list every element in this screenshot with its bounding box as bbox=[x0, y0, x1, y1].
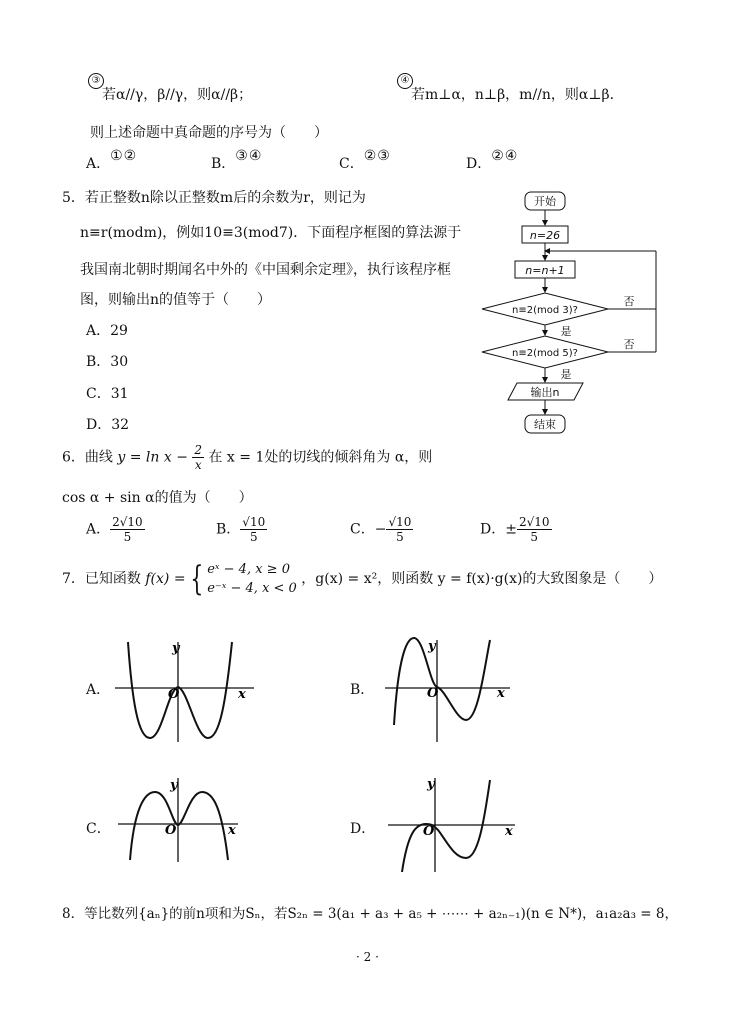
graph-b-y-label: y bbox=[428, 639, 436, 654]
q4-option-d[interactable]: D．②④ bbox=[466, 148, 519, 172]
graph-a-origin: O bbox=[168, 687, 180, 702]
graph-d-x-label: x bbox=[505, 824, 513, 839]
q5-option-b[interactable]: B．30 bbox=[86, 354, 129, 370]
q4-option-a[interactable]: A．①② bbox=[86, 148, 138, 172]
q4-item4-number: ④ bbox=[397, 71, 413, 89]
q7-graph-b[interactable] bbox=[380, 630, 520, 745]
flow-yes-label-1: 是 bbox=[560, 325, 572, 338]
q4-item3-text: 若α//γ，β//γ，则α//β； bbox=[102, 87, 253, 103]
q4-item3-number: ③ bbox=[88, 71, 104, 89]
flow-step-text: n=n+1 bbox=[525, 264, 565, 277]
flow-init-text: n=26 bbox=[529, 229, 561, 242]
graph-d-origin: O bbox=[423, 824, 435, 839]
flow-no-label-2: 否 bbox=[623, 338, 635, 351]
graph-d-y-label: y bbox=[427, 777, 435, 792]
q6-option-c[interactable]: C．− $\frac{√10}{5}$ bbox=[350, 515, 412, 544]
q4-option-c[interactable]: C．②③ bbox=[339, 148, 391, 172]
graph-c-x-label: x bbox=[228, 823, 236, 838]
graph-b-x-label: x bbox=[497, 686, 505, 701]
graph-c-y-label: y bbox=[170, 778, 178, 793]
flow-output-text: 输出n bbox=[530, 386, 560, 399]
q7-option-c-label[interactable]: C． bbox=[86, 821, 111, 837]
q5-option-a[interactable]: A．29 bbox=[86, 323, 128, 339]
q4-item4-text: 若m⊥α，n⊥β，m//n，则α⊥β． bbox=[411, 87, 624, 103]
q7-statement: 7．已知函数 f(x) = { eˣ − 4, x ≥ 0 e⁻ˣ − 4, x < 0 ，g(x) = x²，则函数 y = f(x)·g(x)的大致图象是（ ） bbox=[62, 559, 663, 599]
flow-cond2-text: n≡2(mod 5)? bbox=[512, 348, 578, 359]
graph-d-curve bbox=[402, 780, 490, 872]
q5-option-c[interactable]: C．31 bbox=[86, 386, 129, 402]
flow-cond1-text: n≡2(mod 3)? bbox=[512, 305, 578, 316]
page-number: · 2 · bbox=[356, 950, 379, 964]
q7-option-d-label[interactable]: D． bbox=[350, 821, 376, 837]
q6-option-b[interactable]: B． $\frac{√10}{5}$ bbox=[216, 515, 266, 544]
q5-option-d[interactable]: D．32 bbox=[86, 417, 130, 433]
q8-statement: 8．等比数列{aₙ}的前n项和为Sₙ，若S₂ₙ = 3(a₁ + a₃ + a₅ + ⋯⋯ + a₂ₙ₋₁)(n ∈ N*)，a₁a₂a₃ = 8， bbox=[62, 906, 678, 922]
q7-option-a-label[interactable]: A． bbox=[86, 682, 111, 698]
q5-flowchart bbox=[470, 185, 670, 445]
q6-line-1: 6．曲线 y = ln x − $\frac{2}{x}$ 在 x = 1处的切线的倾斜角为 α，则 bbox=[62, 443, 433, 472]
graph-a-curve bbox=[128, 642, 232, 738]
q5-line-3: 我国南北朝时期闻名中外的《中国剩余定理》，执行该程序框 bbox=[80, 262, 451, 278]
q4-option-b[interactable]: B．③④ bbox=[211, 148, 263, 172]
q5-line-1: 5．若正整数n除以正整数m后的余数为r，则记为 bbox=[62, 190, 366, 206]
flow-yes-label-2: 是 bbox=[560, 368, 572, 381]
flow-no-label-1: 否 bbox=[623, 295, 635, 308]
graph-c-origin: O bbox=[165, 823, 177, 838]
flow-end-text: 结束 bbox=[534, 418, 556, 431]
q7-graph-d[interactable] bbox=[380, 772, 520, 877]
q7-option-b-label[interactable]: B． bbox=[350, 682, 375, 698]
graph-a-x-label: x bbox=[238, 687, 246, 702]
q6-option-d[interactable]: D．± $\frac{2√10}{5}$ bbox=[480, 515, 550, 544]
q7-graph-a[interactable] bbox=[110, 630, 260, 745]
flow-start-text: 开始 bbox=[534, 195, 556, 208]
q5-line-2: n≡r(modm)，例如10≡3(mod7)．下面程序框图的算法源于 bbox=[80, 225, 462, 241]
q6-option-a[interactable]: A． $\frac{2√10}{5}$ bbox=[86, 515, 143, 544]
q5-line-4: 图，则输出n的值等于（ ） bbox=[80, 292, 272, 308]
q7-graph-c[interactable] bbox=[110, 770, 260, 865]
q4-prompt: 则上述命题中真命题的序号为（ ） bbox=[90, 125, 328, 141]
graph-a-y-label: y bbox=[172, 641, 180, 656]
graph-c-curve bbox=[130, 792, 228, 860]
graph-b-origin: O bbox=[427, 686, 439, 701]
graph-b-curve bbox=[394, 638, 490, 725]
q6-line-2: cos α + sin α的值为（ ） bbox=[62, 490, 253, 506]
